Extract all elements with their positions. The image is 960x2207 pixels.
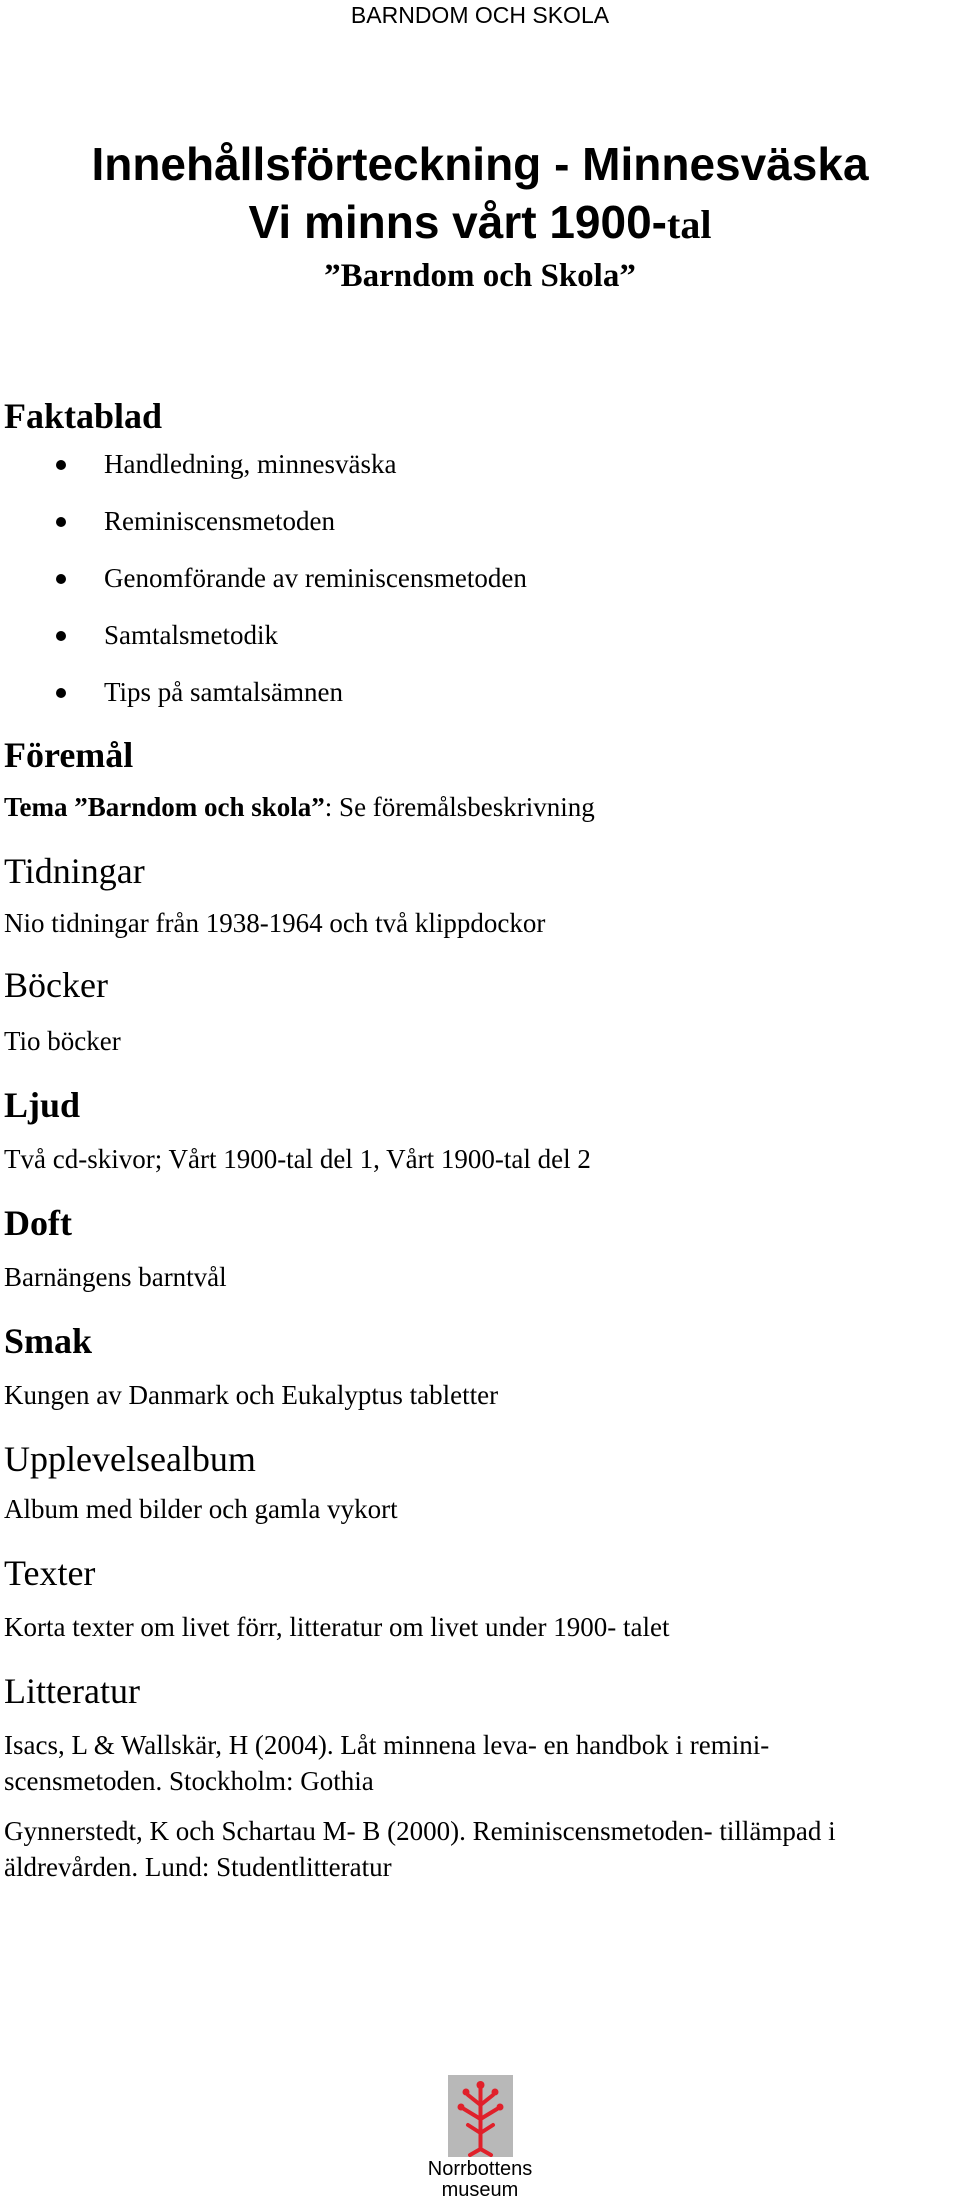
list-item: Samtalsmetodik bbox=[4, 617, 954, 674]
reference-2 bbox=[4, 1813, 954, 1885]
heading-foremal: Föremål bbox=[4, 735, 134, 775]
smak-text: Kungen av Danmark och Eukalyptus tabletter bbox=[4, 1380, 499, 1410]
heading-faktablad: Faktablad bbox=[4, 396, 163, 436]
list-item: Reminiscensmetoden bbox=[4, 503, 954, 560]
bullet-icon bbox=[56, 631, 66, 641]
heading-litteratur: Litteratur bbox=[4, 1671, 140, 1711]
heading-texter: Texter bbox=[4, 1553, 96, 1593]
logo-wordmark bbox=[415, 2159, 545, 2201]
faktablad-list bbox=[4, 446, 954, 731]
museum-logo bbox=[415, 2075, 545, 2201]
title-line-1: Innehållsförteckning - Minnesväska bbox=[91, 138, 869, 190]
doft-text: Barnängens barntvål bbox=[4, 1262, 227, 1292]
bullet-icon bbox=[56, 688, 66, 698]
foremal-theme: Tema ”Barndom och skola” bbox=[4, 792, 325, 822]
heading-doft: Doft bbox=[4, 1203, 72, 1243]
logo-line-2: museum bbox=[441, 2179, 519, 2201]
heading-tidningar: Tidningar bbox=[4, 851, 145, 891]
title-line-3: ”Barndom och Skola” bbox=[324, 258, 636, 294]
title-line-2-main: Vi minns vårt 1900- bbox=[248, 196, 668, 248]
ljud-text: Två cd-skivor; Vårt 1900-tal del 1, Vårt 1900-tal del 2 bbox=[4, 1144, 591, 1174]
reference-1-line-1: Isacs, L & Wallskär, H (2004). Låt minnena leva- en handbok i remini- bbox=[4, 1730, 770, 1760]
heading-ljud: Ljud bbox=[4, 1085, 81, 1125]
bocker-text: Tio böcker bbox=[4, 1026, 121, 1056]
bullet-icon bbox=[56, 517, 66, 527]
foremal-text bbox=[4, 789, 954, 825]
list-item: Genomförande av reminiscensmetoden bbox=[4, 560, 954, 617]
list-item: Handledning, minnesväska bbox=[4, 446, 954, 503]
reference-2-line-1: Gynnerstedt, K och Schartau M- B (2000). Reminiscensmetoden- tillämpad i bbox=[4, 1816, 836, 1846]
toc-content bbox=[4, 392, 954, 1885]
document-title bbox=[0, 135, 960, 298]
heading-upplevelsealbum: Upplevelsealbum bbox=[4, 1439, 256, 1479]
title-line-2 bbox=[0, 193, 960, 254]
tree-emblem-icon bbox=[448, 2075, 513, 2157]
title-line-2-suffix: tal bbox=[667, 202, 712, 247]
tidningar-text: Nio tidningar från 1938-1964 och två klippdockor bbox=[4, 908, 546, 938]
reference-1 bbox=[4, 1727, 954, 1799]
upplevelsealbum-text: Album med bilder och gamla vykort bbox=[4, 1494, 398, 1524]
texter-text: Korta texter om livet förr, litteratur om livet under 1900- talet bbox=[4, 1612, 670, 1642]
list-item: Tips på samtalsämnen bbox=[4, 674, 954, 731]
bullet-icon bbox=[56, 460, 66, 470]
logo-line-1: Norrbottens bbox=[427, 2158, 533, 2180]
bullet-icon bbox=[56, 574, 66, 584]
heading-smak: Smak bbox=[4, 1321, 93, 1361]
reference-2-line-2: äldrevården. Lund: Studentlitteratur bbox=[4, 1852, 392, 1882]
foremal-rest: : Se föremålsbeskrivning bbox=[324, 792, 595, 822]
heading-bocker: Böcker bbox=[4, 965, 108, 1005]
reference-1-line-2: scensmetoden. Stockholm: Gothia bbox=[4, 1766, 374, 1796]
logo-emblem bbox=[448, 2075, 513, 2157]
running-header: BARNDOM OCH SKOLA bbox=[350, 2, 610, 28]
